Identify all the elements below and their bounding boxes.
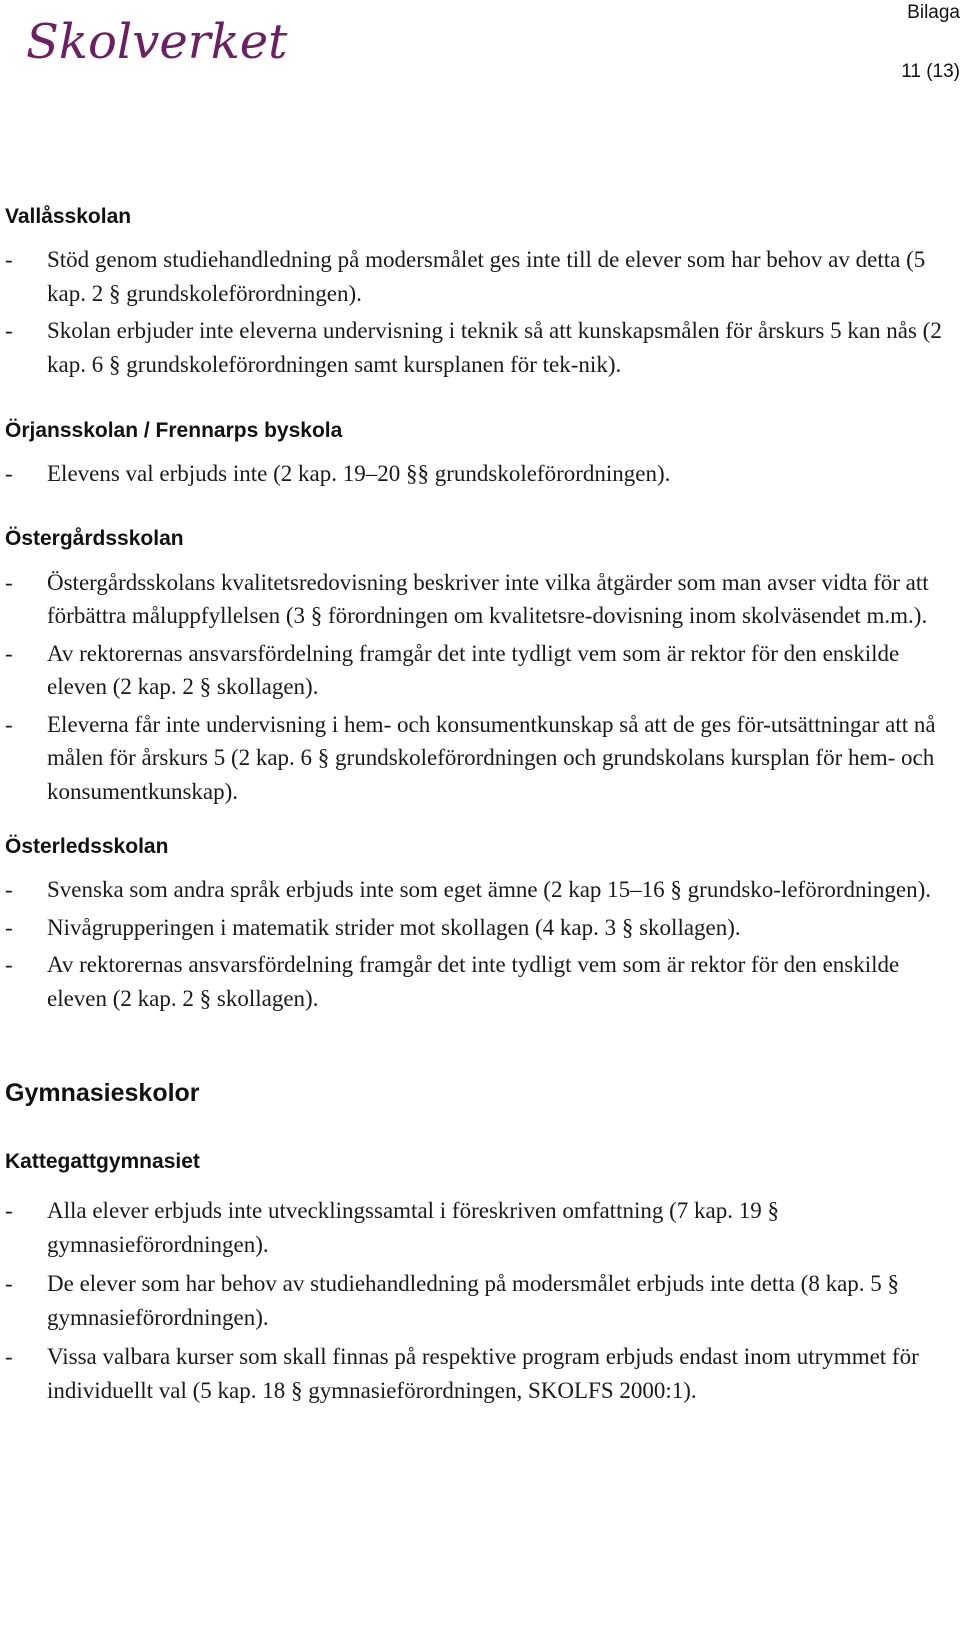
- section-heading-osterledsskolan: Österledsskolan: [5, 835, 169, 858]
- bullet-dash: -: [5, 569, 13, 595]
- item-text: Av rektorernas ansvarsfördelning framgår det inte tydligt vem som är rektor för den enskilde eleven (2 kap. 2 § skollagen).: [47, 952, 900, 1011]
- list-item: [5, 457, 960, 491]
- bullet-dash: -: [5, 711, 13, 737]
- bullet-dash: -: [5, 1344, 13, 1369]
- list-item: [5, 1194, 960, 1261]
- skolverket-logo: Skolverket: [26, 14, 288, 70]
- item-text: Skolan erbjuder inte eleverna undervisning i teknik så att kunskapsmålen för årskurs 5 kan nås (2 kap. 6 § grundskoleförordningen samt kursplanen för tek-nik).: [47, 318, 942, 377]
- item-text: Stöd genom studiehandledning på modersmålet ges inte till de elever som har behov av detta (5 kap. 2 § grundskoleförordningen).: [47, 247, 926, 306]
- item-text: Av rektorernas ansvarsfördelning framgår det inte tydligt vem som är rektor för den enskilde eleven (2 kap. 2 § skollagen).: [47, 640, 900, 699]
- item-text: Östergårdsskolans kvalitetsredovisning beskriver inte vilka åtgärder som man avser vidta för att förbättra måluppfyllelsen (3 § förordningen om kvalitetsre-dovisning inom skolväsendet m.m.).: [47, 569, 929, 628]
- findings-list-orjansskolan: [5, 457, 960, 491]
- bullet-dash: -: [5, 1271, 13, 1296]
- bullet-dash: -: [5, 952, 13, 977]
- annex-label: Bilaga: [907, 2, 960, 23]
- list-item: [5, 1267, 960, 1334]
- list-item: [5, 637, 960, 704]
- section-heading-ostergardsskolan: Östergårdsskolan: [5, 526, 184, 550]
- findings-list-vallasskolan: [5, 243, 960, 381]
- list-item: [5, 314, 960, 381]
- bullet-dash: -: [5, 247, 13, 272]
- chapter-heading-gymnasieskolor: Gymnasieskolor: [5, 1079, 200, 1107]
- bullet-dash: -: [5, 877, 13, 902]
- bullet-dash: -: [5, 318, 13, 343]
- item-text: Eleverna får inte undervisning i hem- och konsumentkunskap så att de ges för-utsättningar att nå målen för årskurs 5 (2 kap. 6 § grundskoleförordningen och grundskolans kursplan för hem- och konsumentkunskap).: [47, 711, 936, 804]
- findings-list-ostergardsskolan: [5, 566, 960, 809]
- list-item: [5, 911, 960, 945]
- item-text: Vissa valbara kurser som skall finnas på respektive program erbjuds endast inom utrymmet för individuellt val (5 kap. 18 § gymnasieförordningen, SKOLFS 2000:1).: [47, 1344, 919, 1403]
- list-item: [5, 708, 960, 809]
- item-text: Alla elever erbjuds inte utvecklingssamtal i föreskriven omfattning (7 kap. 19 § gymnasieförordningen).: [47, 1198, 779, 1257]
- page-number: 11 (13): [901, 61, 960, 82]
- list-item: [5, 243, 960, 310]
- section-heading-vallasskolan: Vallåsskolan: [5, 205, 132, 228]
- list-item: [5, 873, 960, 907]
- findings-list-osterledsskolan: [5, 873, 960, 1015]
- item-text: Nivågrupperingen i matematik strider mot skollagen (4 kap. 3 § skollagen).: [47, 914, 741, 940]
- item-text: Elevens val erbjuds inte (2 kap. 19–20 §§ grundskoleförordningen).: [47, 461, 671, 486]
- document-body: [5, 204, 960, 1407]
- list-item: [5, 566, 960, 633]
- bullet-dash: -: [5, 914, 13, 940]
- section-heading-orjansskolan: Örjansskolan / Frennarps byskola: [5, 419, 343, 442]
- bullet-dash: -: [5, 461, 13, 486]
- section-heading-kattegattgymnasiet: Kattegattgymnasiet: [5, 1150, 200, 1173]
- findings-list-kattegattgymnasiet: [5, 1194, 960, 1407]
- item-text: De elever som har behov av studiehandledning på modersmålet erbjuds inte detta (8 kap. 5 § gymnasieförordningen).: [47, 1271, 900, 1330]
- bullet-dash: -: [5, 640, 13, 666]
- list-item: [5, 1340, 960, 1407]
- item-text: Svenska som andra språk erbjuds inte som eget ämne (2 kap 15–16 § grundsko-leförordningen).: [47, 877, 932, 902]
- list-item: [5, 948, 960, 1015]
- bullet-dash: -: [5, 1198, 13, 1223]
